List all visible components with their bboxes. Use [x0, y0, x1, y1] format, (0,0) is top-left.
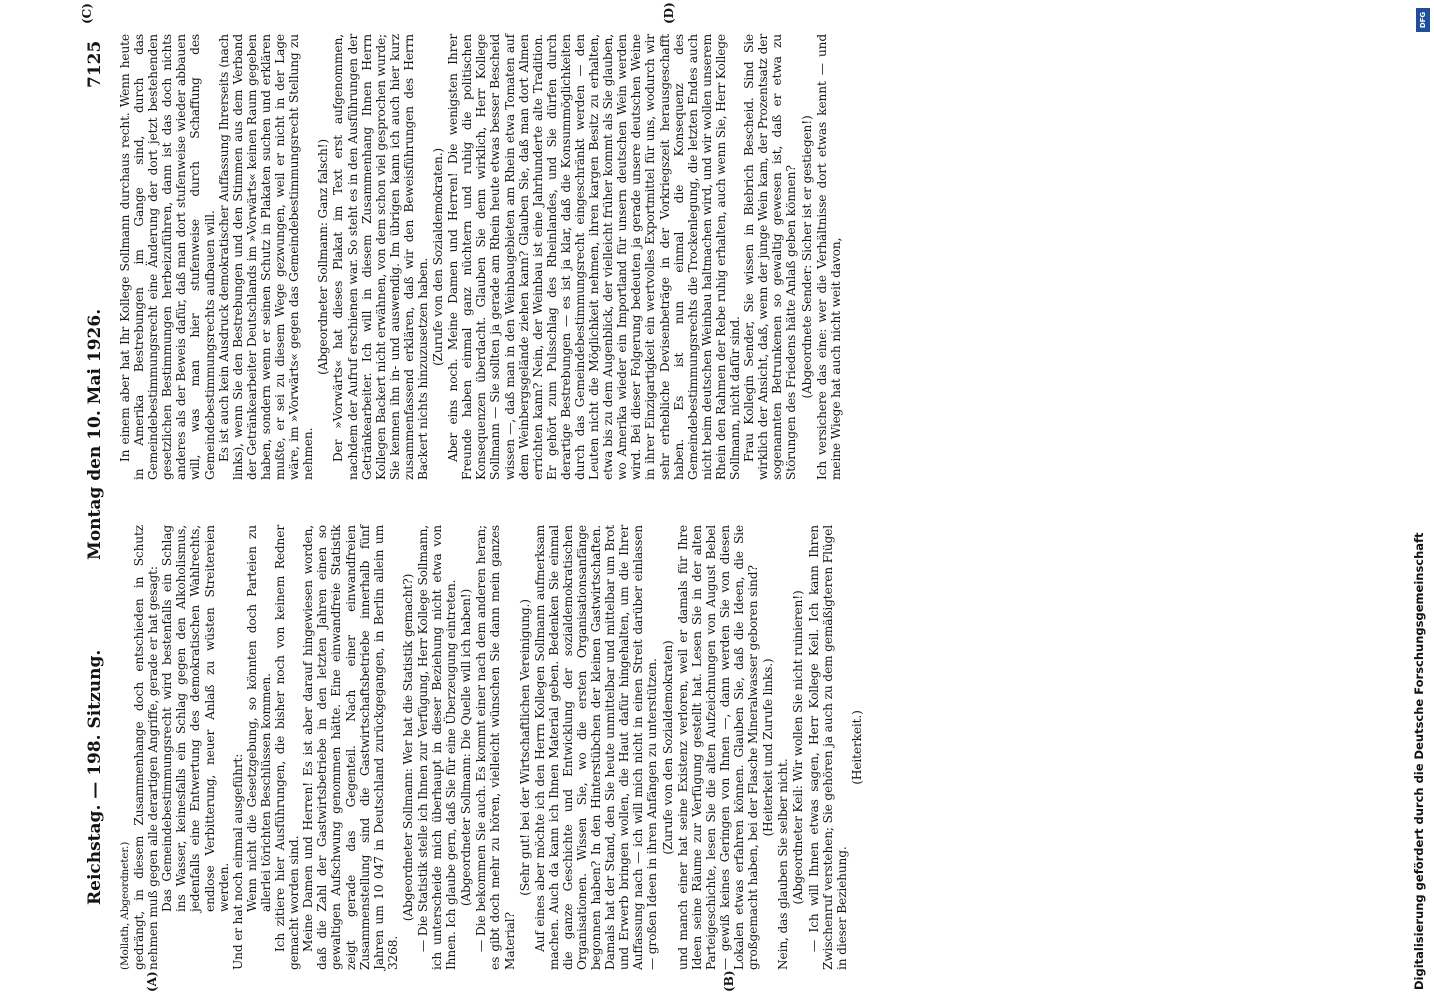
quotation: Wenn nicht die Gesetzgebung, so könnten doch Parteien zu allerlei törichten Beschlüssen kommen.	[244, 525, 273, 912]
paragraph: Auf eines aber möchte ich den Herrn Kollegen Sollmann aufmerksam machen. Auch da kann ich Ihnen Material geben. Bedenken Sie einmal die ganze Geschichte und Entwicklung der sozialdemokratischen Organisationen. Wissen Sie, wo die ersten Organisationsanfänge begonnen haben? In den Hinterstübchen der kleinen Gastwirtschaften. Damals hat der Stand, den Sie heute unmittelbar und mittelbar um Brot und Erwerb bringen wollen, die Haut dafür hingehalten, um die Ihrer Auffassung nach — ich will mich nicht in einen Streit darüber einlassen — großen Ideen in ihren Anfängen zu unterstützen.	[532, 525, 660, 970]
dfg-logo: DFG	[1416, 8, 1430, 32]
text-column-right	[0, 34, 843, 480]
paragraph: — Ich will Ihnen etwas sagen, Herr Kollege Keil. Ich kann Ihren Zwischenruf verstehen; Sie gehören ja auch zu dem gemäßigteren Flügel in dieser Beziehung.	[806, 525, 849, 970]
paragraph: Ich versichere das eine: wer die Verhältnisse dort etwas kennt — und meine Wiege hat auch nicht weit davon,	[814, 34, 843, 480]
paragraph: — Die bekommen Sie auch. Es kommt einer nach dem anderen heran; es gibt doch mehr zu hören, vielleicht wünschen Sie dann mein ganzes Material?	[474, 525, 517, 970]
paragraph: Aber eins noch. Meine Damen und Herren! Die wenigsten Ihrer Freunde haben einmal ganz nüchtern und ruhig die politischen Konsequenzen überdacht. Glauben Sie denn wirklich, Herr Kollege Sollmann — Sie sollten ja gerade am Rhein heute etwas besser Bescheid wissen —, daß man in den Weinbaugebieten am Rhein etwa Tomaten auf dem Weinbergsgelände ziehen kann? Glauben Sie, daß man dort Almen errichten kann? Nein, der Weinbau ist eine Jahrhunderte alte Tradition. Er gehört zum Pulsschlag des Rheinlandes, und Sie dürfen durch derartige Bestrebungen — es ist ja klar, daß die Konsummöglichkeiten durch das Gemeindebestimmungsrecht eingeschränkt werden — den Leuten nicht die Möglichkeit nehmen, ihren kargen Besitz zu erhalten, etwa bis zu dem Augenblick, der vielleicht früher kommt als Sie glauben, wo Amerika wieder ein Importland für unsern deutschen Wein werden wird. Bei dieser Folgerung bedeuten ja gerade unsere deutschen Weine in ihrer Einzigartigkeit ein wertvolles Exportmittel für uns, wodurch wir sehr erhebliche Devisenbeträge in der Vorkriegszeit herausgeschafft haben. Es ist nun einmal die Konsequenz des Gemeindebestimmungsrechts die Trockenlegung, die letzten Endes auch nicht beim deutschen Weinbau haltmachen wird, und wir wollen unserem Rhein den Rahmen der Rebe ruhig erhalten, auch wenn Sie, Herr Kollege Sollmann, nicht dafür sind.	[446, 34, 743, 480]
margin-mark-b: (B)	[722, 970, 736, 992]
paragraph: Es ist auch kein Ausdruck demokratischer Auffassung Ihrerseits (nach links), wenn Sie den Bestrebungen und den Stimmen aus dem Verband der Getränkearbeiter Deutschlands im »Vorwärts« keinen Raum gegeben haben, sondern wenn er seinen Schutz in Plakaten suchen und erklären mußte, er sei zu diesem Wege gezwungen, weil er nicht in der Lage wäre, im »Vorwärts« gegen das Gemeindebestimmungsrecht Stellung zu nehmen.	[216, 34, 316, 480]
quotation: Das Gemeindebestimmungsrecht wird bestenfalls ein Schlag ins Wasser, keinesfalls ein Schlag gegen den Alkoholismus, jedenfalls eine Entwertung des demokratischen Wahlrechts, endlose Verbitterung, neuer Anlaß zu wüsten Streitereien werden.	[160, 525, 231, 912]
paragraph: Und er hat noch einmal ausgeführt:	[230, 753, 245, 970]
header-date: Montag den 10. Mai 1926.	[85, 308, 105, 560]
paragraph: In einem aber hat Ihr Kollege Sollmann durchaus recht. Wenn heute in Amerika Bestrebungen im Gange sind, durch das Gemeindebestimmungsrecht eine Änderung der dort jetzt bestehenden gesetzlichen Bestimmungen herbeizuführen, dann ist das doch nichts anderes als der Beweis dafür, daß man dort stufenweise wieder abbauen will, was man hier stufenweise durch Schaffung des Gemeindebestimmungsrechts aufbauen will.	[118, 34, 217, 480]
digitization-credit: Digitalisierung gefördert durch die Deutsche Forschungsgemeinschaft	[1412, 532, 1426, 990]
paragraph: Nein, das glauben Sie selber nicht.	[776, 758, 791, 970]
text-column-left	[0, 525, 865, 970]
margin-mark-d: (D)	[662, 2, 676, 24]
page-number: 7125	[85, 40, 105, 88]
interjection: (Sehr gut! bei der Wirtschaftlichen Vereinigung.)	[517, 599, 532, 896]
margin-mark-a: (A)	[145, 971, 159, 992]
paragraph: Der »Vorwärts« hat dieses Plakat im Text erst aufgenommen, nachdem der Aufruf erschienen war. So steht es in den Ausführungen der Getränkearbeiter. Ich will in diesem Zusammenhang Ihnen Herrn Kollegen Backert nicht erwähnen, von dem schon viel gesprochen wurde; Sie kennen ihn in- und auswendig. Im übrigen kann ich auch hier kurz zusammenfassend erklären, daß wir den Beweisführungen des Herrn Backert nichts hinzuzusetzen haben.	[331, 34, 430, 480]
paragraph: — Die Statistik stelle ich Ihnen zur Verfügung, Herr Kollege Sollmann, ich unterscheide mich überhaupt in dieser Beziehung nicht etwa von Ihnen. Ich glaube gern, daß Sie für eine Überzeugung eintreten.	[415, 525, 459, 970]
paragraph: Ich zitiere hier Ausführungen, die bisher noch von keinem Redner gemacht worden sind.	[273, 525, 302, 970]
margin-mark-c: (C)	[80, 3, 94, 24]
interjection: (Heiterkeit.)	[849, 710, 864, 785]
paragraph: und manch einer hat seine Existenz verloren, weil er damals für Ihre Ideen seine Räume zur Verfügung gestellt hat. Lesen Sie in der alten Parteigeschichte, lesen Sie die alten Aufzeichnungen von August Bebel — gewiß keines Geringen von Ihnen —, dann werden Sie von diesen Lokalen etwas erfahren können. Glauben Sie, daß die Ideen, die Sie großgemacht haben, bei der Flasche Mineralwasser geboren sind?	[675, 525, 761, 970]
paragraph: Meine Damen und Herren! Es ist aber darauf hingewiesen worden, daß die Zahl der Gastwirtsbetriebe in den letzten Jahren einen so gewaltigen Aufschwung genommen hätte. Eine einwandfreie Statistik zeigt gerade das Gegenteil. Nach einer einwandfreien Zusammenstellung sind die Gastwirtschaftsbetriebe innerhalb fünf Jahren um 10 047 in Deutschland zurückgegangen, in Berlin allein um 3268.	[301, 525, 400, 970]
paragraph: gedrängt, in diesem Zusammenhange doch entschieden in Schutz nehmen muß gegen alle derartigen Angriffe, gerade er hat gesagt:	[132, 525, 161, 970]
header-session: Reichstag. — 198. Sitzung.	[85, 649, 105, 905]
interjection: (Abgeordneter Sollmann: Wer hat die Statistik gemacht?)	[400, 573, 415, 922]
speaker-heading: (Mollath, Abgeordneter.)	[119, 841, 131, 970]
interjection: (Abgeordneter Keil: Wir wollen Sie nicht ruinieren!)	[791, 590, 806, 905]
interjection: (Abgeordneter Sollmann: Die Quelle will ich haben!)	[459, 588, 474, 907]
paragraph: Frau Kollegin Sender, Sie wissen in Biebrich Bescheid. Sind Sie wirklich der Ansicht, daß, wenn der junge Wein kam, der Prozentsatz der sogenannten Betrunkenen so gewaltig gewesen ist, daß er etwa zu Störungen des Friedens hätte Anlaß geben können?	[742, 34, 799, 480]
interjection: (Heiterkeit und Zurufe links.)	[761, 658, 776, 837]
interjection: (Abgeordnete Sender: Sicher ist er gestiegen!)	[799, 115, 814, 399]
interjection: (Zurufe von den Sozialdemokraten)	[660, 640, 675, 855]
interjection: (Abgeordneter Sollmann: Ganz falsch!)	[316, 138, 331, 376]
interjection: (Zurufe von den Sozialdemokraten.)	[431, 147, 446, 367]
